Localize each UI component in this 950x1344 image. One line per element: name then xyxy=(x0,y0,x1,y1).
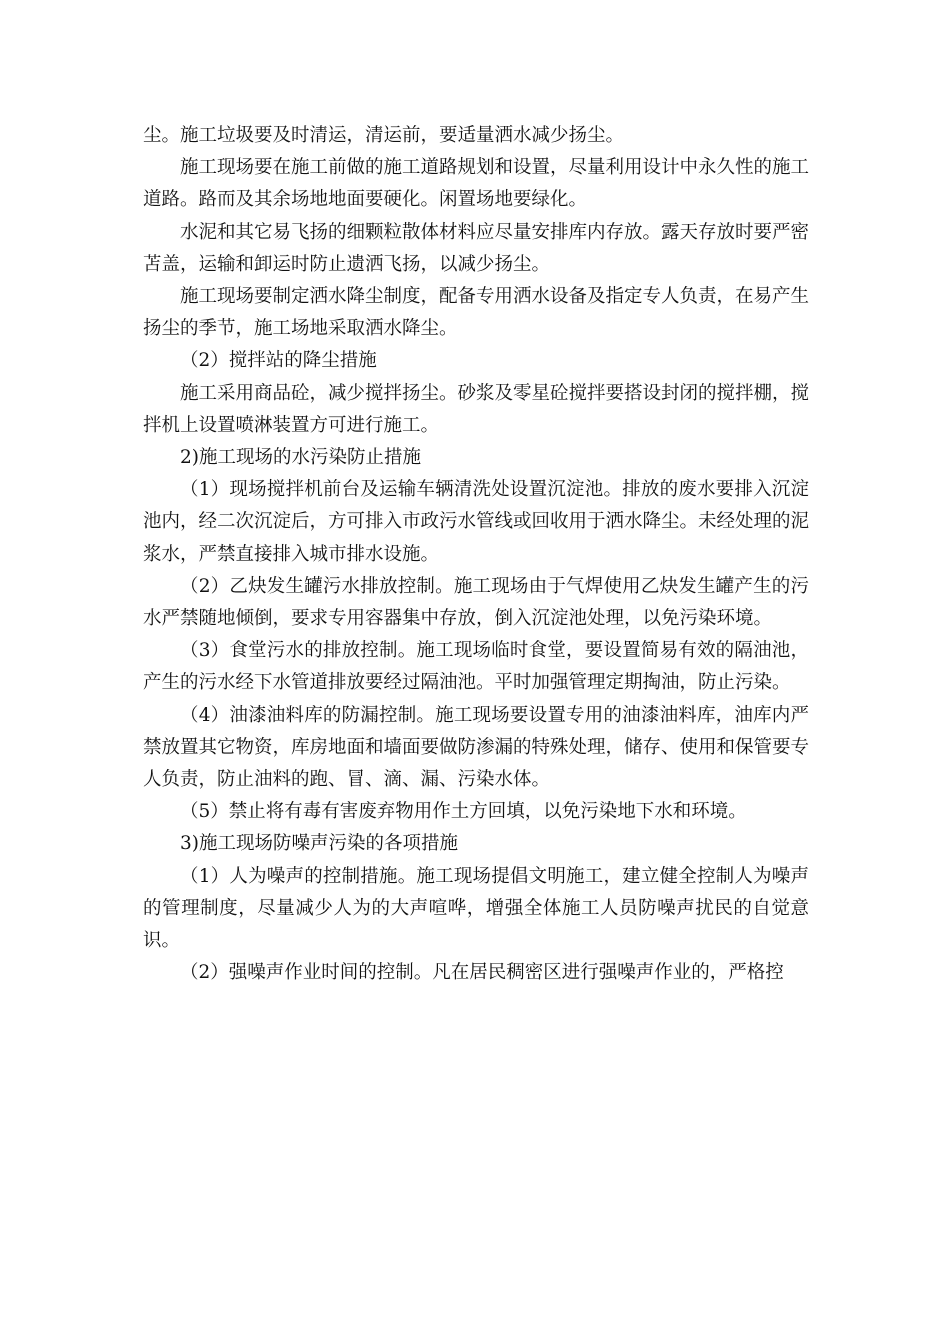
paragraph-material-storage: 水泥和其它易飞扬的细颗粒散体材料应尽量安排库内存放。露天存放时要严密苫盖，运输和卸运时防止遗洒飞扬，以减少扬尘。 xyxy=(143,221,810,275)
paragraph-sprinkling-system: 施工现场要制定洒水降尘制度，配备专用洒水设备及指定专人负责，在易产生扬尘的季节，施工场地采取洒水降尘。 xyxy=(143,286,810,340)
document-body xyxy=(143,120,809,989)
heading-water-pollution: 2)施工现场的水污染防止措施 xyxy=(180,447,421,469)
paragraph-canteen-wastewater: （3）食堂污水的排放控制。施工现场临时食堂，要设置简易有效的隔油池，产生的污水经下水管道排放要经过隔油池。平时加强管理定期掏油，防止污染。 xyxy=(143,640,809,694)
paragraph-sedimentation-tank: （1）现场搅拌机前台及运输车辆清洗处设置沉淀池。排放的废水要排入沉淀池内，经二次沉淀后，方可排入市政污水管线或回收用于洒水降尘。未经处理的泥浆水，严禁直接排入城市排水设施。 xyxy=(143,479,810,565)
paragraph-human-noise: （1）人为噪声的控制措施。施工现场提倡文明施工，建立健全控制人为噪声的管理制度，尽量减少人为的大声喧哗，增强全体施工人员防噪声扰民的自觉意识。 xyxy=(143,865,809,952)
paragraph-acetylene-wastewater: （2）乙炔发生罐污水排放控制。施工现场由于气焊使用乙炔发生罐产生的污水严禁随地倾倒，要求专用容器集中存放，倒入沉淀池处理，以免污染环境。 xyxy=(143,575,809,630)
paragraph-hazardous-waste: （5）禁止将有毒有害废弃物用作土方回填，以免污染地下水和环境。 xyxy=(180,801,747,823)
paragraph-strong-noise-hours: （2）强噪声作业时间的控制。凡在居民稠密区进行强噪声作业的，严格控 xyxy=(180,962,784,984)
heading-noise-pollution: 3)施工现场防噪声污染的各项措施 xyxy=(180,833,458,855)
paragraph-oil-storage: （4）油漆油料库的防漏控制。施工现场要设置专用的油漆油料库，油库内严禁放置其它物资，库房地面和墙面要做防渗漏的特殊处理，储存、使用和保管要专人负责，防止油料的跑、冒、滴、漏、污染水体。 xyxy=(143,704,810,791)
paragraph-road-planning: 施工现场要在施工前做的施工道路规划和设置，尽量利用设计中永久性的施工道路。路而及其余场地地面要硬化。闲置场地要绿化。 xyxy=(143,157,810,211)
paragraph-continuation: 尘。施工垃圾要及时清运，清运前，要适量洒水减少扬尘。 xyxy=(143,125,625,146)
paragraph-commercial-concrete: 施工采用商品砼，减少搅拌扬尘。砂浆及零星砼搅拌要搭设封闭的搅拌棚，搅拌机上设置喷淋装置方可进行施工。 xyxy=(143,382,810,436)
heading-mixing-station: （2）搅拌站的降尘措施 xyxy=(180,350,377,372)
